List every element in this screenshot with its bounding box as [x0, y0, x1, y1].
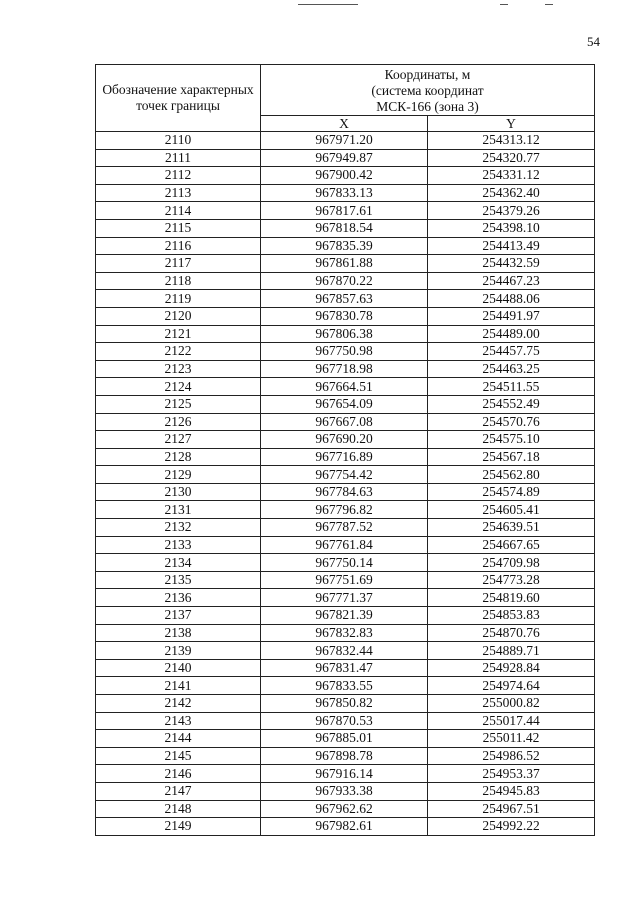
x-coordinate-cell: 967821.39 — [261, 607, 428, 625]
table-row — [96, 149, 595, 167]
point-id-cell: 2124 — [96, 378, 261, 396]
y-coordinate-cell: 254605.41 — [428, 501, 595, 519]
point-id-cell: 2122 — [96, 343, 261, 361]
x-coordinate-cell: 967933.38 — [261, 782, 428, 800]
y-coordinate-cell: 255000.82 — [428, 695, 595, 713]
table-row — [96, 800, 595, 818]
table-row — [96, 782, 595, 800]
point-id-cell: 2123 — [96, 360, 261, 378]
x-coordinate-cell: 967971.20 — [261, 132, 428, 150]
table-row — [96, 167, 595, 185]
page-number: 54 — [587, 34, 600, 49]
table-row — [96, 343, 595, 361]
table-row — [96, 360, 595, 378]
y-coordinate-cell: 254463.25 — [428, 360, 595, 378]
x-coordinate-cell: 967857.63 — [261, 290, 428, 308]
x-coordinate-cell: 967833.55 — [261, 677, 428, 695]
point-id-cell: 2113 — [96, 184, 261, 202]
table-row — [96, 307, 595, 325]
y-coordinate-cell: 254489.00 — [428, 325, 595, 343]
point-id-cell: 2116 — [96, 237, 261, 255]
x-coordinate-cell: 967833.13 — [261, 184, 428, 202]
table-row — [96, 431, 595, 449]
coordinates-table — [95, 64, 595, 836]
point-id-cell: 2138 — [96, 624, 261, 642]
x-coordinate-cell: 967806.38 — [261, 325, 428, 343]
table-row — [96, 237, 595, 255]
point-id-cell: 2131 — [96, 501, 261, 519]
x-coordinate-cell: 967861.88 — [261, 255, 428, 273]
x-coordinate-cell: 967716.89 — [261, 448, 428, 466]
x-coordinate-cell: 967949.87 — [261, 149, 428, 167]
x-coordinate-cell: 967818.54 — [261, 219, 428, 237]
x-coordinate-cell: 967962.62 — [261, 800, 428, 818]
point-id-cell: 2119 — [96, 290, 261, 308]
y-coordinate-cell: 255011.42 — [428, 730, 595, 748]
x-coordinate-cell: 967982.61 — [261, 818, 428, 836]
table-row — [96, 483, 595, 501]
point-id-cell: 2141 — [96, 677, 261, 695]
x-coordinate-cell: 967667.08 — [261, 413, 428, 431]
x-coordinate-cell: 967751.69 — [261, 571, 428, 589]
point-id-cell: 2140 — [96, 659, 261, 677]
y-column-header: Y — [428, 116, 595, 132]
table-row — [96, 818, 595, 836]
table-row — [96, 184, 595, 202]
table-row — [96, 554, 595, 572]
y-coordinate-cell: 254974.64 — [428, 677, 595, 695]
table-row — [96, 290, 595, 308]
x-coordinate-cell: 967817.61 — [261, 202, 428, 220]
x-coordinate-cell: 967885.01 — [261, 730, 428, 748]
point-id-cell: 2121 — [96, 325, 261, 343]
x-coordinate-cell: 967835.39 — [261, 237, 428, 255]
x-coordinate-cell: 967750.14 — [261, 554, 428, 572]
point-id-cell: 2133 — [96, 536, 261, 554]
y-coordinate-cell: 254313.12 — [428, 132, 595, 150]
coordinates-header-line: МСК-166 (зона 3) — [376, 99, 479, 114]
y-coordinate-cell: 255017.44 — [428, 712, 595, 730]
table-row — [96, 624, 595, 642]
point-id-cell: 2129 — [96, 466, 261, 484]
y-coordinate-cell: 254967.51 — [428, 800, 595, 818]
point-id-cell: 2149 — [96, 818, 261, 836]
y-coordinate-cell: 254398.10 — [428, 219, 595, 237]
x-coordinate-cell: 967796.82 — [261, 501, 428, 519]
y-coordinate-cell: 254945.83 — [428, 782, 595, 800]
y-coordinate-cell: 254432.59 — [428, 255, 595, 273]
x-coordinate-cell: 967830.78 — [261, 307, 428, 325]
y-coordinate-cell: 254575.10 — [428, 431, 595, 449]
table-row — [96, 571, 595, 589]
table-body — [96, 132, 595, 836]
x-coordinate-cell: 967664.51 — [261, 378, 428, 396]
point-id-cell: 2136 — [96, 589, 261, 607]
table-row — [96, 202, 595, 220]
table-row — [96, 272, 595, 290]
y-coordinate-cell: 254953.37 — [428, 765, 595, 783]
point-id-cell: 2132 — [96, 519, 261, 537]
point-id-cell: 2142 — [96, 695, 261, 713]
point-id-cell: 2130 — [96, 483, 261, 501]
table-row — [96, 712, 595, 730]
x-coordinate-cell: 967898.78 — [261, 747, 428, 765]
y-coordinate-cell: 254457.75 — [428, 343, 595, 361]
point-id-cell: 2111 — [96, 149, 261, 167]
x-coordinate-cell: 967900.42 — [261, 167, 428, 185]
x-coordinate-cell: 967916.14 — [261, 765, 428, 783]
table-row — [96, 765, 595, 783]
x-coordinate-cell: 967654.09 — [261, 395, 428, 413]
x-coordinate-cell: 967870.53 — [261, 712, 428, 730]
table-row — [96, 677, 595, 695]
point-id-cell: 2144 — [96, 730, 261, 748]
y-coordinate-cell: 254567.18 — [428, 448, 595, 466]
y-coordinate-cell: 254491.97 — [428, 307, 595, 325]
y-coordinate-cell: 254986.52 — [428, 747, 595, 765]
x-coordinate-cell: 967771.37 — [261, 589, 428, 607]
y-coordinate-cell: 254570.76 — [428, 413, 595, 431]
x-coordinate-cell: 967718.98 — [261, 360, 428, 378]
point-id-cell: 2147 — [96, 782, 261, 800]
point-id-cell: 2146 — [96, 765, 261, 783]
x-coordinate-cell: 967750.98 — [261, 343, 428, 361]
y-coordinate-cell: 254773.28 — [428, 571, 595, 589]
y-coordinate-cell: 254413.49 — [428, 237, 595, 255]
coordinates-header-line: Координаты, м — [384, 67, 471, 82]
scan-mark — [298, 4, 358, 5]
x-coordinate-cell: 967870.22 — [261, 272, 428, 290]
coordinates-header — [261, 65, 595, 116]
table-row — [96, 695, 595, 713]
table-row — [96, 501, 595, 519]
table-row — [96, 589, 595, 607]
point-id-cell: 2143 — [96, 712, 261, 730]
y-coordinate-cell: 254853.83 — [428, 607, 595, 625]
table-row — [96, 747, 595, 765]
point-id-cell: 2127 — [96, 431, 261, 449]
point-id-cell: 2117 — [96, 255, 261, 273]
y-coordinate-cell: 254379.26 — [428, 202, 595, 220]
table-row — [96, 413, 595, 431]
x-coordinate-cell: 967832.83 — [261, 624, 428, 642]
point-id-cell: 2114 — [96, 202, 261, 220]
table-row — [96, 325, 595, 343]
point-id-cell: 2110 — [96, 132, 261, 150]
point-id-cell: 2139 — [96, 642, 261, 660]
point-id-cell: 2137 — [96, 607, 261, 625]
y-coordinate-cell: 254667.65 — [428, 536, 595, 554]
table-row — [96, 642, 595, 660]
table-row — [96, 659, 595, 677]
y-coordinate-cell: 254552.49 — [428, 395, 595, 413]
point-id-cell: 2128 — [96, 448, 261, 466]
y-coordinate-cell: 254331.12 — [428, 167, 595, 185]
point-designation-header: Обозначение характерных точек границы — [96, 65, 261, 132]
table-row — [96, 466, 595, 484]
point-id-cell: 2115 — [96, 219, 261, 237]
y-coordinate-cell: 254511.55 — [428, 378, 595, 396]
x-coordinate-cell: 967690.20 — [261, 431, 428, 449]
scan-mark — [500, 4, 508, 5]
y-coordinate-cell: 254889.71 — [428, 642, 595, 660]
x-coordinate-cell: 967850.82 — [261, 695, 428, 713]
point-id-cell: 2112 — [96, 167, 261, 185]
x-coordinate-cell: 967832.44 — [261, 642, 428, 660]
y-coordinate-cell: 254709.98 — [428, 554, 595, 572]
x-column-header: X — [261, 116, 428, 132]
x-coordinate-cell: 967787.52 — [261, 519, 428, 537]
y-coordinate-cell: 254870.76 — [428, 624, 595, 642]
y-coordinate-cell: 254992.22 — [428, 818, 595, 836]
table-row — [96, 255, 595, 273]
y-coordinate-cell: 254362.40 — [428, 184, 595, 202]
table-row — [96, 607, 595, 625]
table-row — [96, 219, 595, 237]
point-id-cell: 2125 — [96, 395, 261, 413]
point-id-cell: 2145 — [96, 747, 261, 765]
x-coordinate-cell: 967761.84 — [261, 536, 428, 554]
table-row — [96, 395, 595, 413]
y-coordinate-cell: 254562.80 — [428, 466, 595, 484]
coordinates-header-line: (система координат — [371, 83, 484, 98]
x-coordinate-cell: 967831.47 — [261, 659, 428, 677]
table-row — [96, 536, 595, 554]
y-coordinate-cell: 254320.77 — [428, 149, 595, 167]
point-id-cell: 2120 — [96, 307, 261, 325]
y-coordinate-cell: 254928.84 — [428, 659, 595, 677]
point-id-cell: 2135 — [96, 571, 261, 589]
table-row — [96, 378, 595, 396]
y-coordinate-cell: 254467.23 — [428, 272, 595, 290]
y-coordinate-cell: 254488.06 — [428, 290, 595, 308]
point-id-cell: 2148 — [96, 800, 261, 818]
table-row — [96, 132, 595, 150]
point-id-cell: 2118 — [96, 272, 261, 290]
y-coordinate-cell: 254819.60 — [428, 589, 595, 607]
table-row — [96, 730, 595, 748]
y-coordinate-cell: 254574.89 — [428, 483, 595, 501]
table-row — [96, 448, 595, 466]
y-coordinate-cell: 254639.51 — [428, 519, 595, 537]
point-id-cell: 2134 — [96, 554, 261, 572]
point-id-cell: 2126 — [96, 413, 261, 431]
x-coordinate-cell: 967754.42 — [261, 466, 428, 484]
scan-mark — [545, 4, 553, 5]
table-row — [96, 519, 595, 537]
x-coordinate-cell: 967784.63 — [261, 483, 428, 501]
